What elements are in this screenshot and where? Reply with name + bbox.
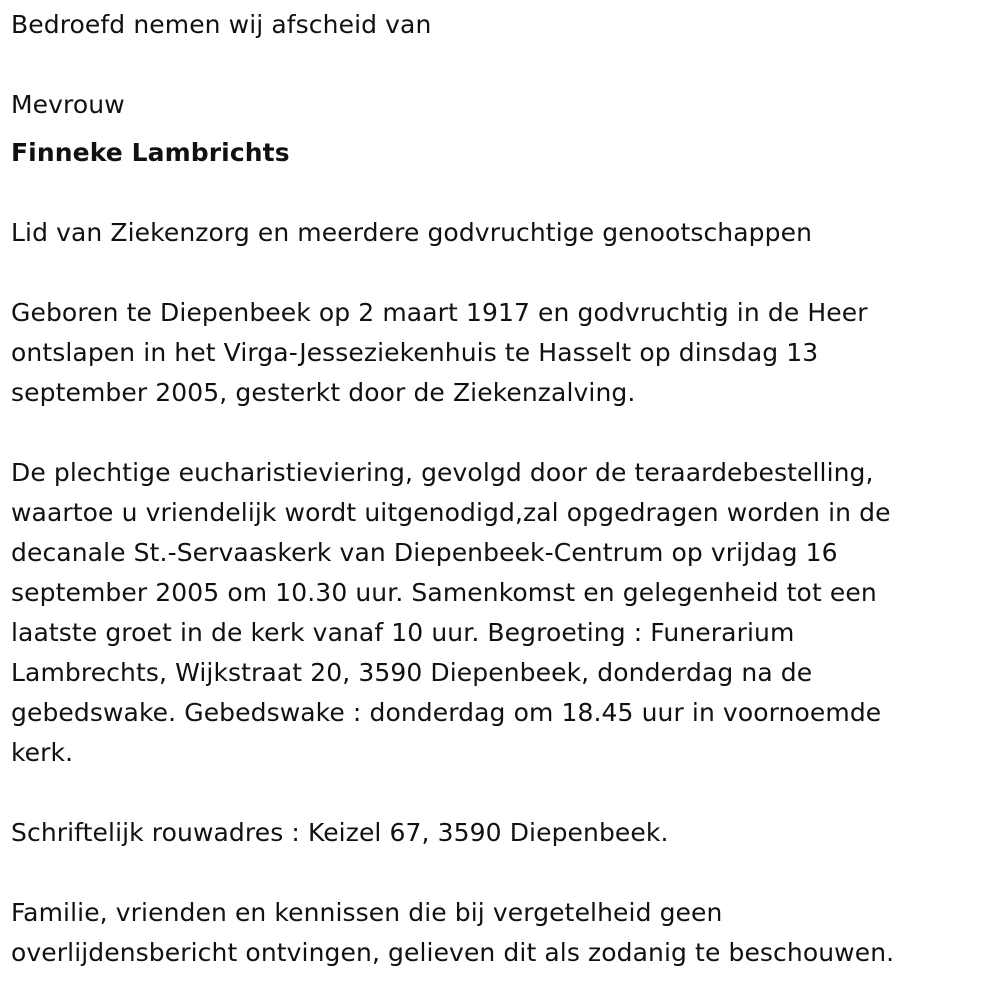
paragraph-line: september 2005, gesterkt door de Ziekenzalving.	[11, 378, 636, 407]
paragraph-line: september 2005 om 10.30 uur. Samenkomst en gelegenheid tot een	[11, 578, 877, 607]
spacer	[11, 853, 991, 893]
closing-paragraph	[11, 893, 991, 973]
spacer	[11, 173, 991, 213]
death-notice	[11, 5, 991, 973]
paragraph-line: decanale St.-Servaaskerk van Diepenbeek-Centrum op vrijdag 16	[11, 538, 838, 567]
paragraph-line: Lambrechts, Wijkstraat 20, 3590 Diepenbeek, donderdag na de	[11, 658, 813, 687]
paragraph-line: kerk.	[11, 738, 74, 767]
paragraph-line: waartoe u vriendelijk wordt uitgenodigd,zal opgedragen worden in de	[11, 498, 891, 527]
salutation: Mevrouw	[11, 90, 125, 119]
mourning-address: Schriftelijk rouwadres : Keizel 67, 3590 Diepenbeek.	[11, 818, 669, 847]
paragraph-line: Geboren te Diepenbeek op 2 maart 1917 en godvruchtig in de Heer	[11, 298, 868, 327]
paragraph-line: overlijdensbericht ontvingen, gelieven dit als zodanig te beschouwen.	[11, 938, 895, 967]
spacer	[11, 253, 991, 293]
spacer	[11, 773, 991, 813]
paragraph-line: laatste groet in de kerk vanaf 10 uur. Begroeting : Funerarium	[11, 618, 795, 647]
birth-death-paragraph	[11, 293, 991, 413]
intro-line: Bedroefd nemen wij afscheid van	[11, 10, 432, 39]
spacer	[11, 413, 991, 453]
paragraph-line: ontslapen in het Virga-Jesseziekenhuis te Hasselt op dinsdag 13	[11, 338, 819, 367]
paragraph-line: Familie, vrienden en kennissen die bij vergetelheid geen	[11, 898, 723, 927]
ceremony-paragraph	[11, 453, 991, 773]
deceased-name: Finneke Lambrichts	[11, 138, 290, 167]
membership-line: Lid van Ziekenzorg en meerdere godvruchtige genootschappen	[11, 218, 813, 247]
paragraph-line: gebedswake. Gebedswake : donderdag om 18.45 uur in voornoemde	[11, 698, 882, 727]
paragraph-line: De plechtige eucharistieviering, gevolgd door de teraardebestelling,	[11, 458, 874, 487]
